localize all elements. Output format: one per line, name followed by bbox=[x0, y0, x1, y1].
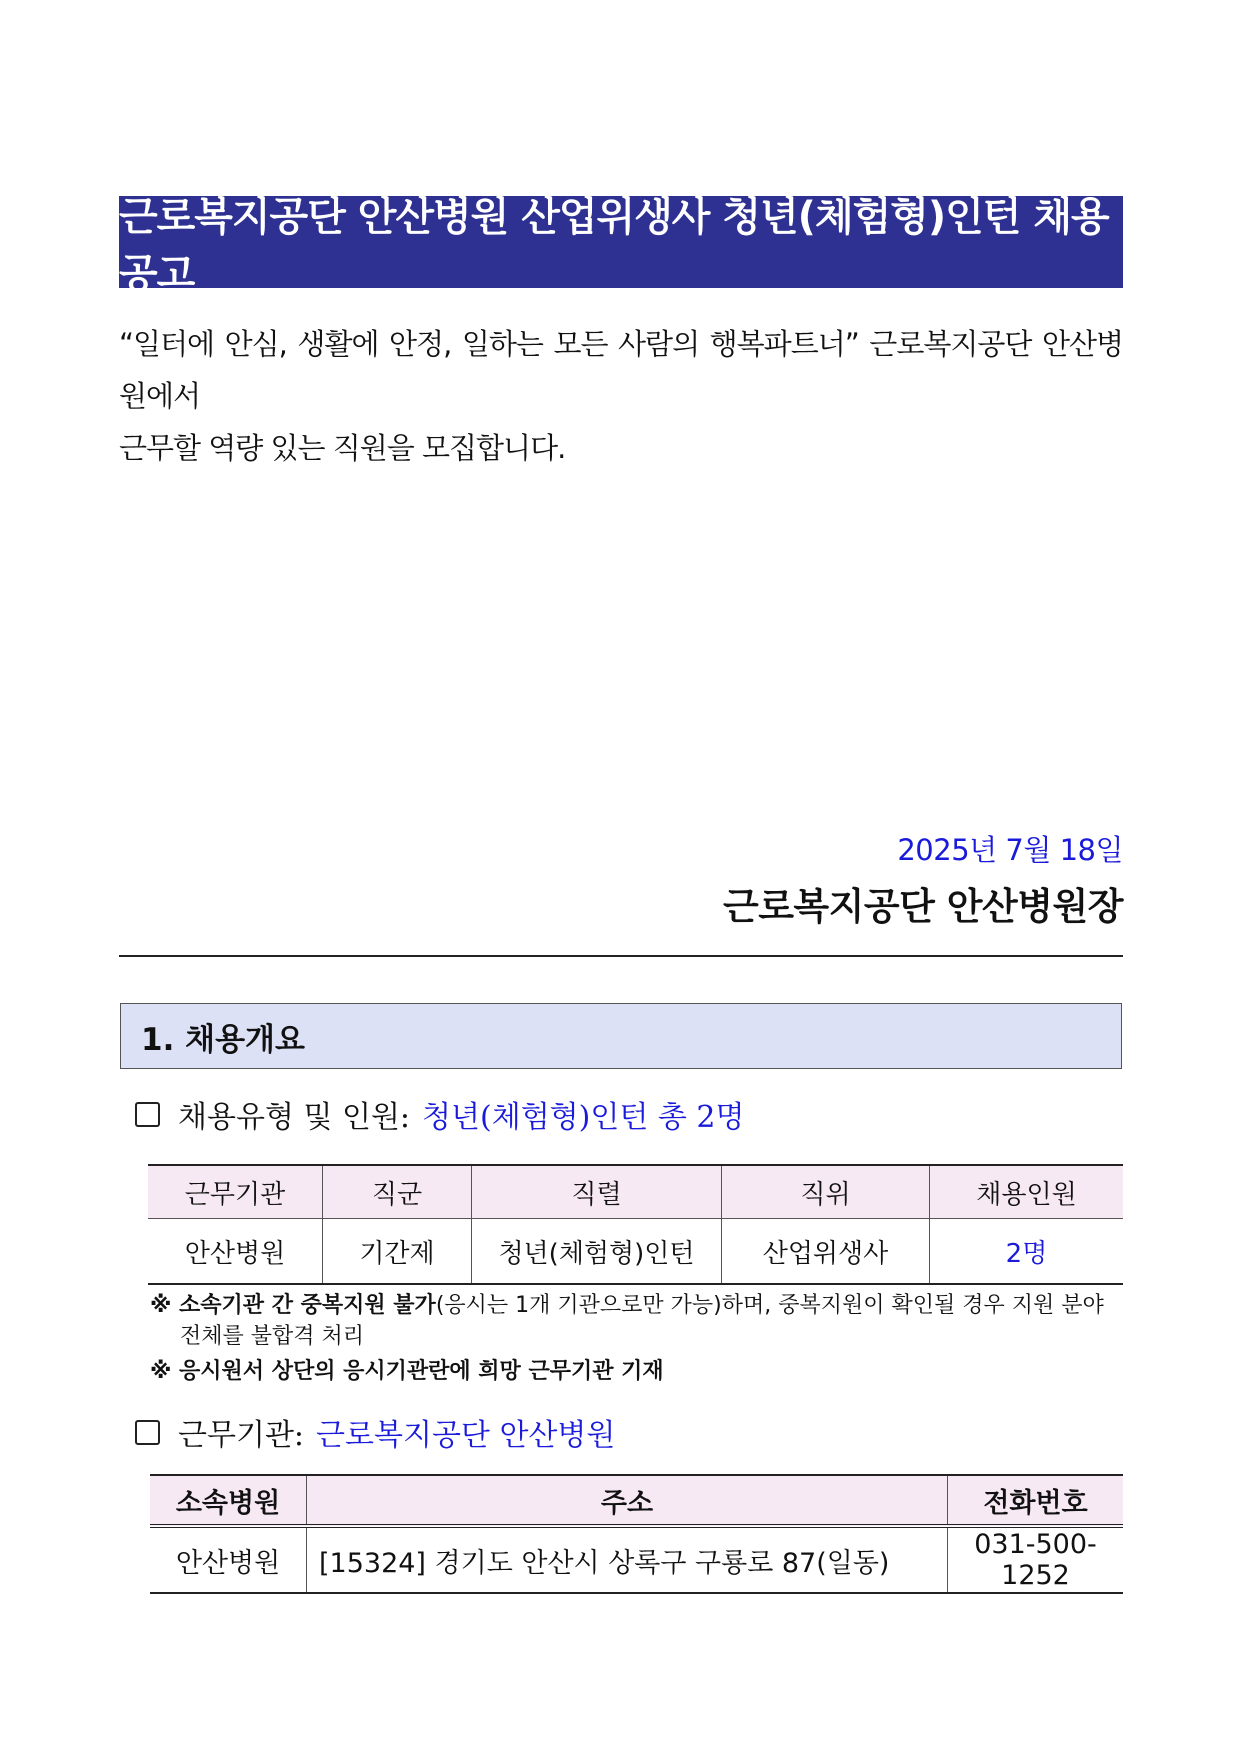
table-header-cell: 근무기관 bbox=[148, 1165, 323, 1219]
work-place-label: 근무기관: bbox=[178, 1418, 305, 1453]
recruitment-table bbox=[148, 1164, 1123, 1285]
note-1 bbox=[150, 1290, 1123, 1352]
intro-line-2: 근무할 역량 있는 직원을 모집합니다. bbox=[119, 431, 566, 465]
issuing-organization: 근로복지공단 안산병원장 bbox=[722, 885, 1123, 928]
table-row bbox=[148, 1219, 1123, 1285]
note-2-text: ※ 응시원서 상단의 응시기관란에 희망 근무기관 기재 bbox=[150, 1359, 664, 1384]
recruit-type-value: 청년(체험형)인턴 총 2명 bbox=[422, 1100, 745, 1135]
table-header-cell: 채용인원 bbox=[930, 1165, 1124, 1219]
table-cell: 2명 bbox=[930, 1219, 1124, 1285]
section-heading-overview: 1. 채용개요 bbox=[120, 1003, 1122, 1069]
table-cell: 안산병원 bbox=[150, 1526, 307, 1593]
notes bbox=[150, 1290, 1123, 1391]
table-header-row bbox=[150, 1475, 1123, 1526]
table-header-cell: 전화번호 bbox=[948, 1475, 1124, 1526]
work-place-table bbox=[150, 1474, 1123, 1594]
recruit-type-label: 채용유형 및 인원: bbox=[178, 1100, 411, 1135]
table-header-row bbox=[148, 1165, 1123, 1219]
table-header-cell: 직위 bbox=[722, 1165, 930, 1219]
table-cell: 031-500-1252 bbox=[948, 1526, 1124, 1593]
divider-line bbox=[119, 955, 1123, 957]
checkbox-square-icon bbox=[135, 1102, 160, 1127]
work-place-item bbox=[135, 1410, 615, 1454]
table-header-cell: 주소 bbox=[307, 1475, 948, 1526]
checkbox-square-icon bbox=[135, 1420, 160, 1445]
page-title: 근로복지공단 안산병원 산업위생사 청년(체험형)인턴 채용 공고 bbox=[119, 196, 1123, 288]
table-cell: 청년(체험형)인턴 bbox=[472, 1219, 722, 1285]
table-header-cell: 직렬 bbox=[472, 1165, 722, 1219]
table-header-cell: 직군 bbox=[323, 1165, 472, 1219]
table-header-cell: 소속병원 bbox=[150, 1475, 307, 1526]
note-1-rest: (응시는 1개 기관으로만 가능)하며, 중복지원이 확인될 경우 지원 분야 전체를 불합격 처리 bbox=[180, 1293, 1104, 1349]
table-row bbox=[150, 1526, 1123, 1593]
note-1-bold: ※ 소속기관 간 중복지원 불가 bbox=[150, 1293, 436, 1318]
intro-text bbox=[119, 318, 1123, 474]
table-cell: 기간제 bbox=[323, 1219, 472, 1285]
recruit-type-item bbox=[135, 1092, 744, 1136]
table-cell: [15324] 경기도 안산시 상록구 구룡로 87(일동) bbox=[307, 1526, 948, 1593]
announcement-date: 2025년 7월 18일 bbox=[897, 833, 1123, 867]
table-cell: 안산병원 bbox=[148, 1219, 323, 1285]
intro-line-1: “일터에 안심, 생활에 안정, 일하는 모든 사람의 행복파트너” 근로복지공단 안산병원에서 bbox=[119, 327, 1123, 413]
note-2 bbox=[150, 1356, 1123, 1387]
work-place-value: 근로복지공단 안산병원 bbox=[316, 1418, 616, 1453]
table-cell: 산업위생사 bbox=[722, 1219, 930, 1285]
